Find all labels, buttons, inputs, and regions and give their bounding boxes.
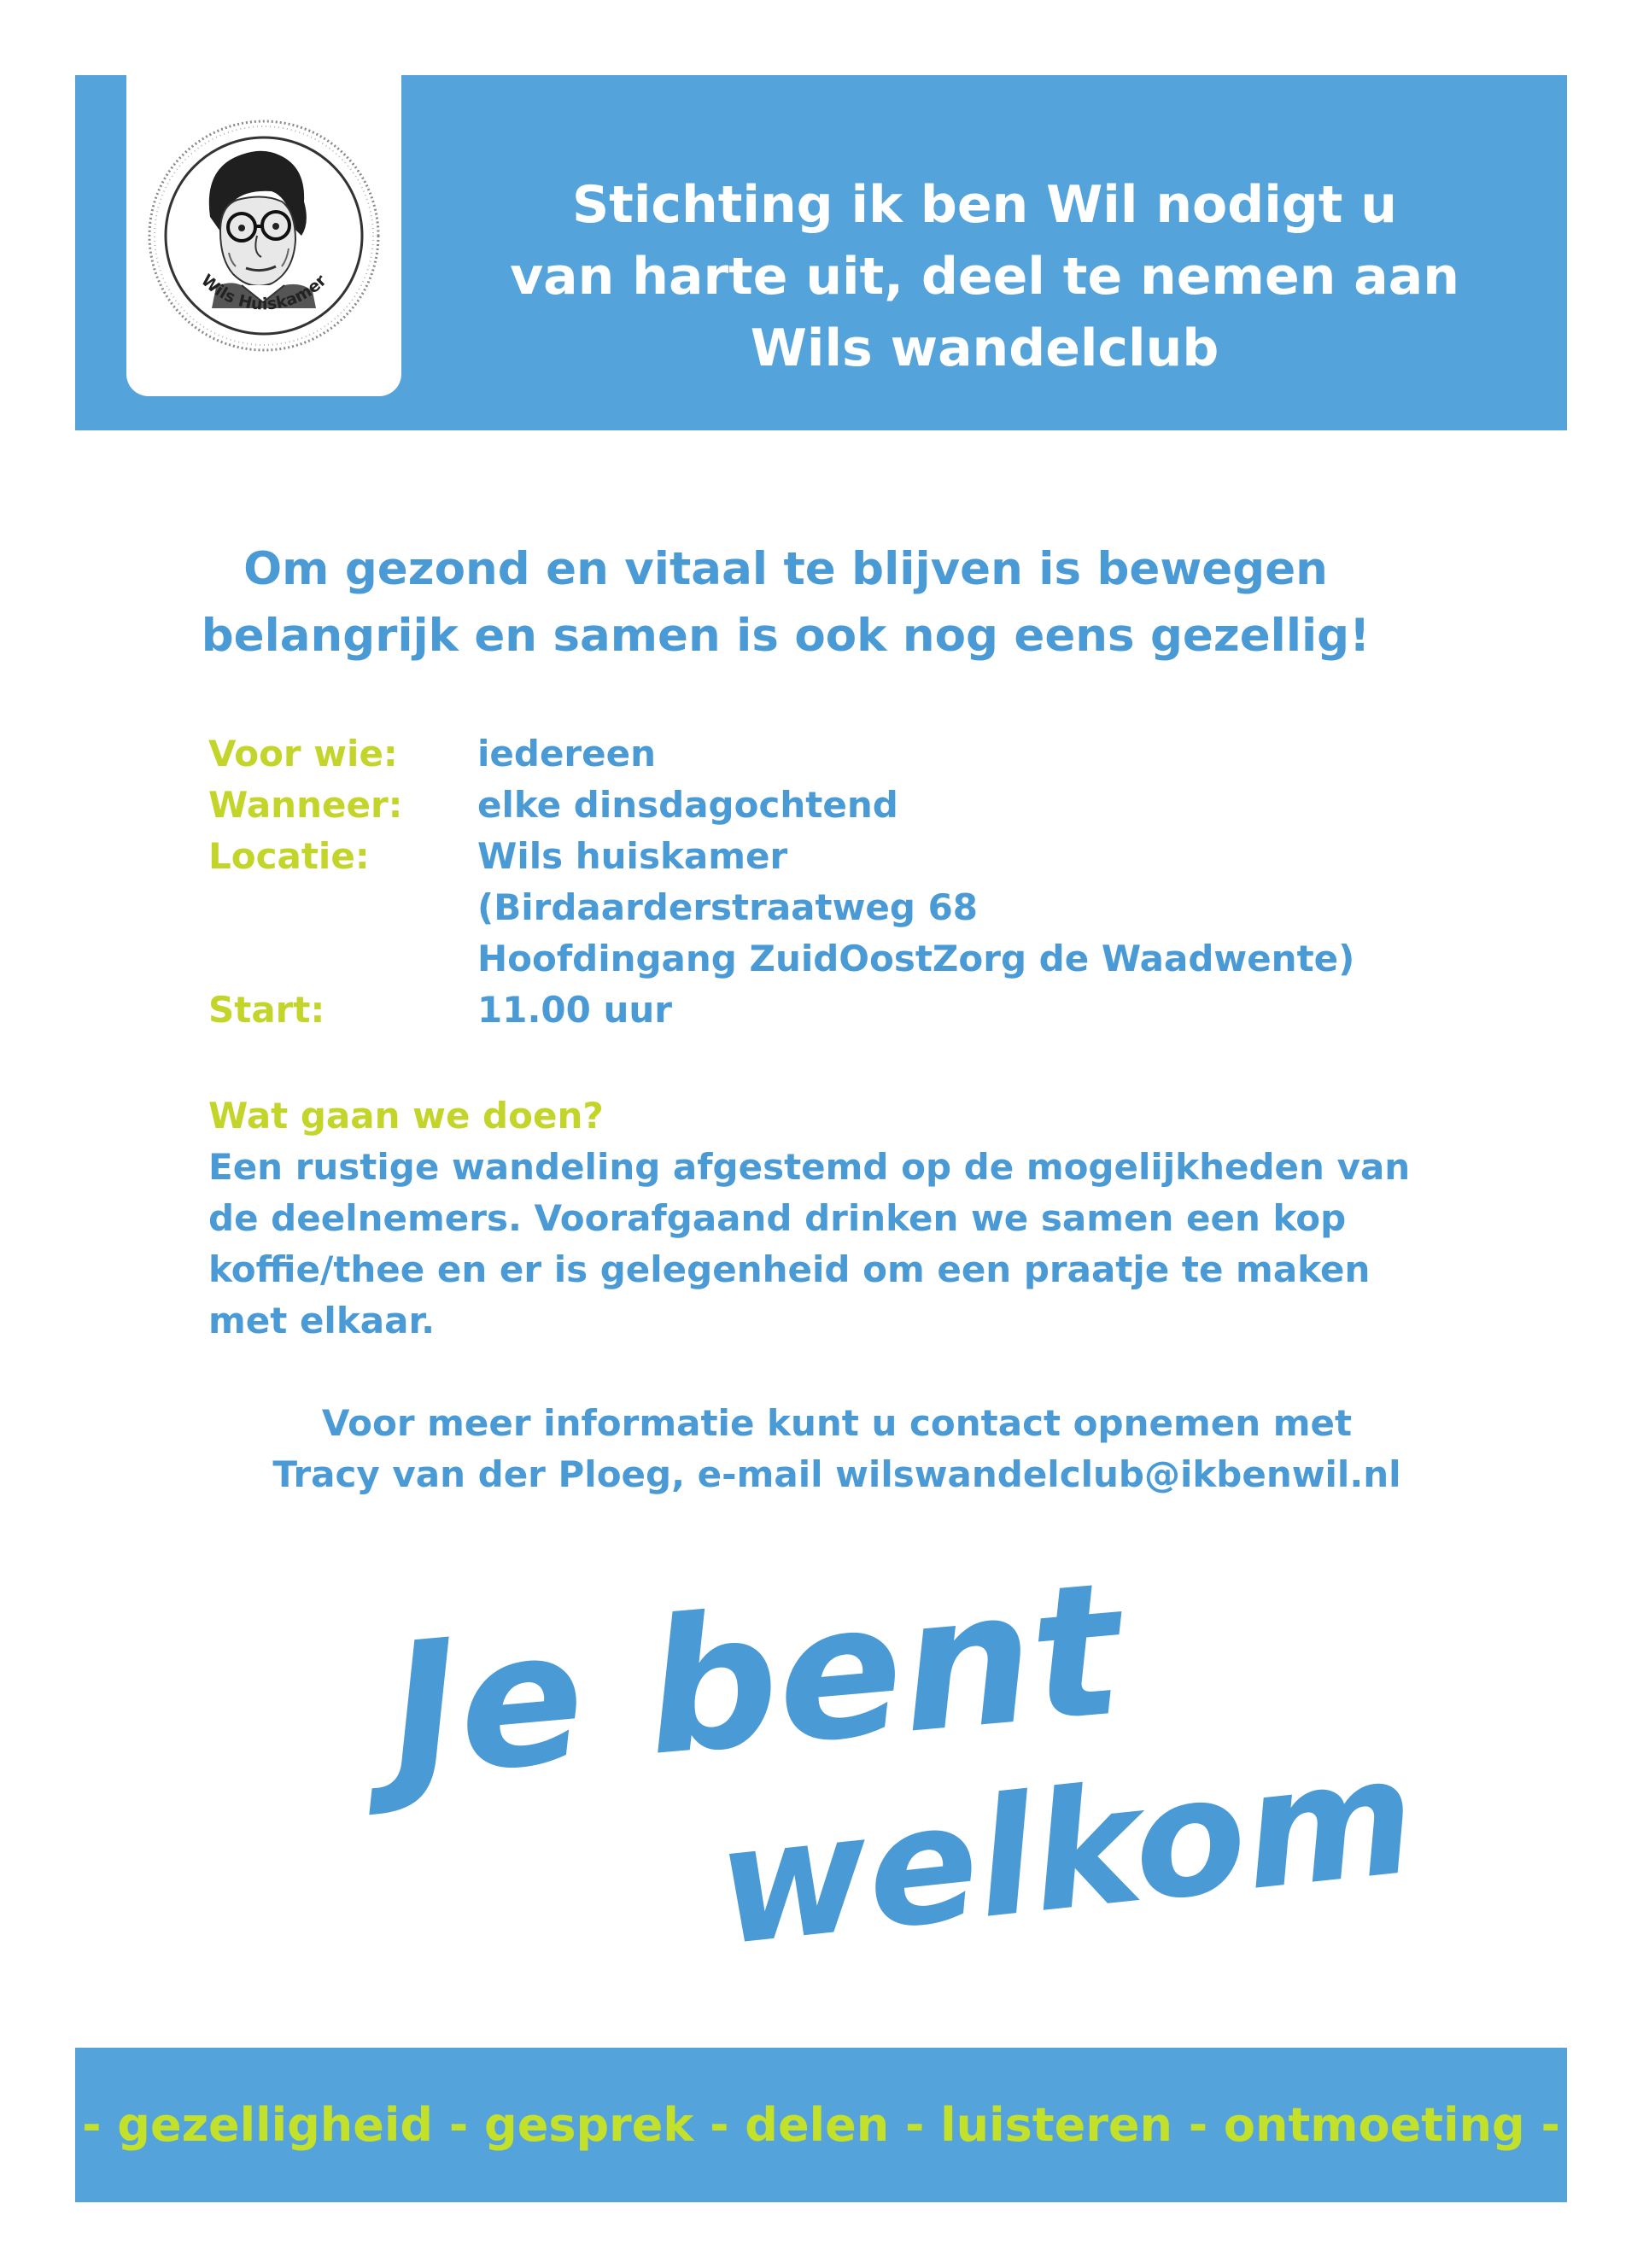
contact-info xyxy=(128,1398,1546,1500)
detail-label xyxy=(208,933,477,985)
footer-banner xyxy=(75,2048,1567,2202)
detail-value: 11.00 uur xyxy=(477,989,672,1031)
activity-line: koffie/thee en er is gelegenheid om een praatje te maken xyxy=(208,1248,1371,1290)
header-title-line: van harte uit, deel te nemen aan xyxy=(510,247,1459,307)
subtitle-line: Om gezond en vitaal te blijven is bewegen xyxy=(243,543,1328,595)
detail-label: Voor wie: xyxy=(208,733,398,775)
activity-body xyxy=(208,1142,1541,1347)
activity-line: de deelnemers. Voorafgaand drinken we samen een kop xyxy=(208,1197,1347,1239)
detail-label: Start: xyxy=(208,989,325,1031)
footer-tagline: - gezelligheid - gesprek - delen - luisteren - ontmoeting - xyxy=(82,2098,1560,2152)
details-row xyxy=(208,728,1354,780)
welcome-slogan xyxy=(376,1541,1424,1982)
contact-line: Voor meer informatie kunt u contact opnemen met xyxy=(321,1402,1353,1444)
header-title xyxy=(468,169,1501,384)
detail-label xyxy=(208,882,477,933)
details-row xyxy=(208,985,1354,1036)
logo-text: Wils Huiskamer xyxy=(197,271,330,314)
logo-card xyxy=(126,75,401,396)
activity-line: met elkaar. xyxy=(208,1300,436,1342)
header-title-line: Stichting ik ben Wil nodigt u xyxy=(571,175,1398,235)
header-banner xyxy=(75,75,1567,430)
wils-huiskamer-logo xyxy=(135,116,393,355)
activity-section xyxy=(208,1090,1541,1347)
details-row xyxy=(208,933,1354,985)
detail-value: iedereen xyxy=(477,733,657,775)
details-row xyxy=(208,780,1354,831)
intro-subtitle xyxy=(145,536,1426,669)
details-list xyxy=(208,728,1354,1036)
subtitle-line: belangrijk en samen is ook nog eens gezellig! xyxy=(201,610,1371,662)
detail-label: Wanneer: xyxy=(208,784,403,826)
slogan-line-1: Je bent xyxy=(381,1541,1129,1820)
slogan-line-2: welkom xyxy=(709,1721,1424,1982)
detail-value: Wils huiskamer xyxy=(477,835,788,877)
detail-value: elke dinsdagochtend xyxy=(477,784,898,826)
header-title-line: Wils wandelclub xyxy=(750,319,1219,378)
activity-line: Een rustige wandeling afgestemd op de mogelijkheden van xyxy=(208,1146,1411,1188)
contact-line: Tracy van der Ploeg, e-mail wilswandelclub@ikbenwil.nl xyxy=(272,1453,1401,1495)
detail-value: Hoofdingang ZuidOostZorg de Waadwente) xyxy=(477,938,1355,979)
details-row xyxy=(208,882,1354,933)
details-row xyxy=(208,831,1354,882)
detail-label: Locatie: xyxy=(208,835,370,877)
detail-value: (Birdaarderstraatweg 68 xyxy=(477,886,979,928)
activity-heading: Wat gaan we doen? xyxy=(208,1095,604,1137)
